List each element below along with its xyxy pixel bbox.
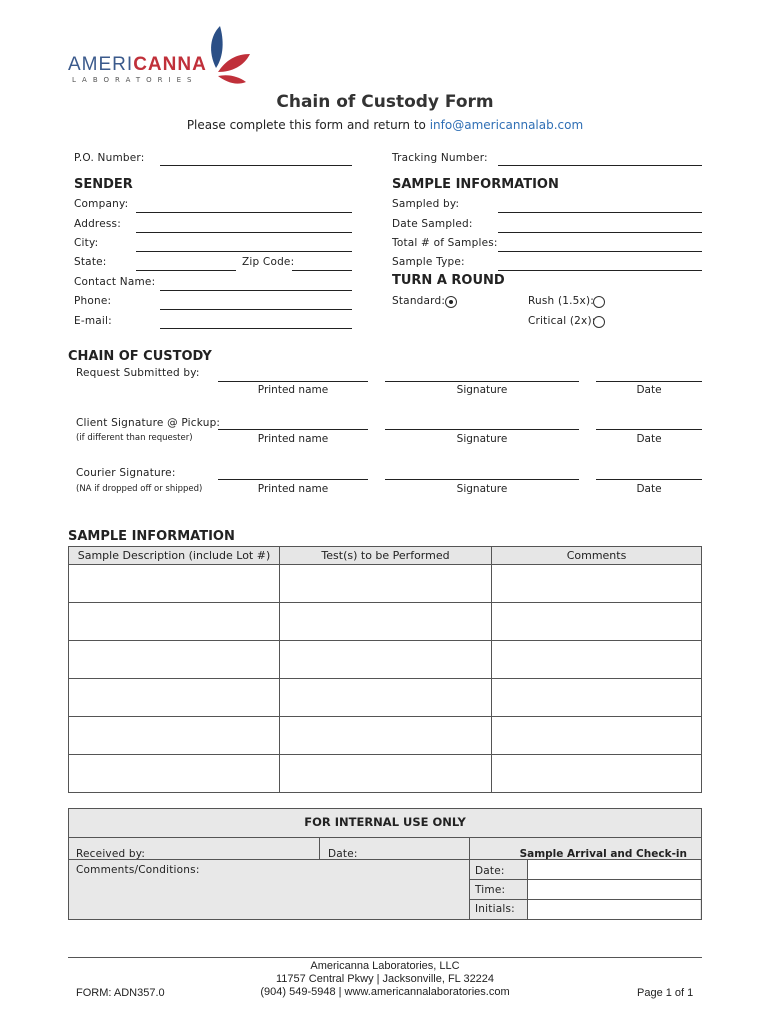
table-cell[interactable] bbox=[492, 565, 702, 603]
courier-printed-name-field[interactable] bbox=[218, 479, 368, 480]
arrival-date-field[interactable] bbox=[528, 860, 700, 879]
footer-divider bbox=[68, 957, 702, 958]
rush-radio[interactable] bbox=[593, 296, 605, 308]
total-samples-label: Total # of Samples: bbox=[392, 237, 498, 249]
samples-table bbox=[68, 546, 702, 793]
state-field[interactable] bbox=[136, 270, 236, 271]
sender-heading: SENDER bbox=[74, 177, 133, 192]
client-signature-field[interactable] bbox=[385, 429, 579, 430]
table-row bbox=[69, 565, 702, 603]
sample-type-field[interactable] bbox=[498, 270, 702, 271]
city-field[interactable] bbox=[136, 251, 352, 252]
table-cell[interactable] bbox=[69, 641, 280, 679]
table-cell[interactable] bbox=[492, 679, 702, 717]
table-cell[interactable] bbox=[69, 679, 280, 717]
table-cell[interactable] bbox=[492, 755, 702, 793]
column-header: Test(s) to be Performed bbox=[280, 547, 492, 565]
date-caption: Date bbox=[636, 433, 662, 445]
email-label: E-mail: bbox=[74, 315, 112, 327]
address-label: Address: bbox=[74, 218, 121, 230]
courier-signature-field[interactable] bbox=[385, 479, 579, 480]
column-header: Sample Description (include Lot #) bbox=[69, 547, 280, 565]
subtitle-text: Please complete this form and return to bbox=[186, 118, 430, 132]
company-field[interactable] bbox=[136, 212, 352, 213]
table-cell[interactable] bbox=[69, 755, 280, 793]
client-printed-name-field[interactable] bbox=[218, 429, 368, 430]
sample-info-heading: SAMPLE INFORMATION bbox=[392, 177, 559, 192]
arrival-initials-field[interactable] bbox=[528, 900, 700, 919]
po-number-label: P.O. Number: bbox=[74, 152, 145, 164]
table-cell[interactable] bbox=[69, 717, 280, 755]
email-field[interactable] bbox=[160, 328, 352, 329]
table-cell[interactable] bbox=[280, 565, 492, 603]
address-field[interactable] bbox=[136, 232, 352, 233]
po-number-field[interactable] bbox=[160, 165, 352, 166]
footer-company: Americanna Laboratories, LLC bbox=[310, 960, 460, 972]
arrival-checkin-heading: Sample Arrival and Check-in bbox=[519, 848, 687, 860]
table-cell[interactable] bbox=[69, 603, 280, 641]
request-printed-name-field[interactable] bbox=[218, 381, 368, 382]
critical-radio[interactable] bbox=[593, 316, 605, 328]
arrival-initials-label: Initials: bbox=[475, 903, 515, 915]
email-link[interactable]: info@americannalab.com bbox=[429, 118, 584, 132]
table-row bbox=[69, 641, 702, 679]
internal-use-box bbox=[68, 808, 702, 920]
table-row bbox=[69, 679, 702, 717]
received-date-label: Date: bbox=[328, 848, 358, 860]
table-header-row bbox=[69, 547, 702, 565]
footer-address: 11757 Central Pkwy | Jacksonville, FL 32224 bbox=[275, 973, 495, 985]
date-sampled-field[interactable] bbox=[498, 232, 702, 233]
turnaround-heading: TURN A ROUND bbox=[392, 273, 505, 288]
state-label: State: bbox=[74, 256, 107, 268]
phone-field[interactable] bbox=[160, 309, 352, 310]
page-subtitle bbox=[0, 118, 770, 132]
table-cell[interactable] bbox=[280, 717, 492, 755]
table-cell[interactable] bbox=[280, 641, 492, 679]
table-cell[interactable] bbox=[492, 641, 702, 679]
comments-conditions-label: Comments/Conditions: bbox=[76, 864, 200, 876]
column-header: Comments bbox=[492, 547, 702, 565]
sampled-by-field[interactable] bbox=[498, 212, 702, 213]
form-id: FORM: ADN357.0 bbox=[76, 987, 165, 999]
arrival-time-field[interactable] bbox=[528, 880, 700, 899]
rush-label: Rush (1.5x): bbox=[528, 295, 594, 307]
table-row bbox=[69, 603, 702, 641]
table-cell[interactable] bbox=[69, 565, 280, 603]
city-label: City: bbox=[74, 237, 99, 249]
page-title: Chain of Custody Form bbox=[276, 92, 494, 112]
footer-contact: (904) 549-5948 | www.americannalaboratories.com bbox=[260, 986, 510, 998]
sampled-by-label: Sampled by: bbox=[392, 198, 460, 210]
arrival-time-label: Time: bbox=[475, 884, 506, 896]
courier-signature-note: (NA if dropped off or shipped) bbox=[76, 484, 203, 494]
standard-radio[interactable] bbox=[445, 296, 457, 308]
table-row bbox=[69, 717, 702, 755]
table-cell[interactable] bbox=[280, 755, 492, 793]
table-cell[interactable] bbox=[280, 603, 492, 641]
samples-table-heading: SAMPLE INFORMATION bbox=[68, 529, 235, 544]
table-cell[interactable] bbox=[280, 679, 492, 717]
tracking-number-label: Tracking Number: bbox=[392, 152, 488, 164]
client-date-field[interactable] bbox=[596, 429, 702, 430]
date-caption: Date bbox=[636, 384, 662, 396]
printed-name-caption: Printed name bbox=[257, 384, 329, 396]
company-label: Company: bbox=[74, 198, 129, 210]
page-number: Page 1 of 1 bbox=[637, 987, 694, 999]
tracking-number-field[interactable] bbox=[498, 165, 702, 166]
table-cell[interactable] bbox=[492, 717, 702, 755]
critical-label: Critical (2x): bbox=[528, 315, 596, 327]
printed-name-caption: Printed name bbox=[257, 483, 329, 495]
signature-caption: Signature bbox=[456, 384, 508, 396]
internal-use-heading: FOR INTERNAL USE ONLY bbox=[304, 815, 466, 829]
contact-name-label: Contact Name: bbox=[74, 276, 156, 288]
logo-text-ameri: AMERI bbox=[68, 54, 134, 75]
date-sampled-label: Date Sampled: bbox=[392, 218, 473, 230]
request-date-field[interactable] bbox=[596, 381, 702, 382]
request-submitted-label: Request Submitted by: bbox=[76, 367, 200, 379]
sample-type-label: Sample Type: bbox=[392, 256, 465, 268]
zip-field[interactable] bbox=[292, 270, 352, 271]
zip-label: Zip Code: bbox=[242, 256, 295, 268]
client-signature-note: (if different than requester) bbox=[76, 433, 193, 443]
received-by-label: Received by: bbox=[76, 848, 146, 860]
custody-heading: CHAIN OF CUSTODY bbox=[68, 349, 212, 364]
date-caption: Date bbox=[636, 483, 662, 495]
standard-label: Standard: bbox=[392, 295, 446, 307]
courier-date-field[interactable] bbox=[596, 479, 702, 480]
phone-label: Phone: bbox=[74, 295, 112, 307]
logo-text-canna: CANNA bbox=[133, 54, 207, 75]
signature-caption: Signature bbox=[456, 483, 508, 495]
contact-name-field[interactable] bbox=[160, 290, 352, 291]
table-row bbox=[69, 755, 702, 793]
total-samples-field[interactable] bbox=[498, 251, 702, 252]
logo-subtext: LABORATORIES bbox=[72, 76, 198, 84]
printed-name-caption: Printed name bbox=[257, 433, 329, 445]
company-logo bbox=[68, 24, 258, 90]
request-signature-field[interactable] bbox=[385, 381, 579, 382]
courier-signature-label: Courier Signature: bbox=[76, 467, 176, 479]
table-cell[interactable] bbox=[492, 603, 702, 641]
client-signature-label: Client Signature @ Pickup: bbox=[76, 417, 221, 429]
signature-caption: Signature bbox=[456, 433, 508, 445]
arrival-date-label: Date: bbox=[475, 865, 505, 877]
